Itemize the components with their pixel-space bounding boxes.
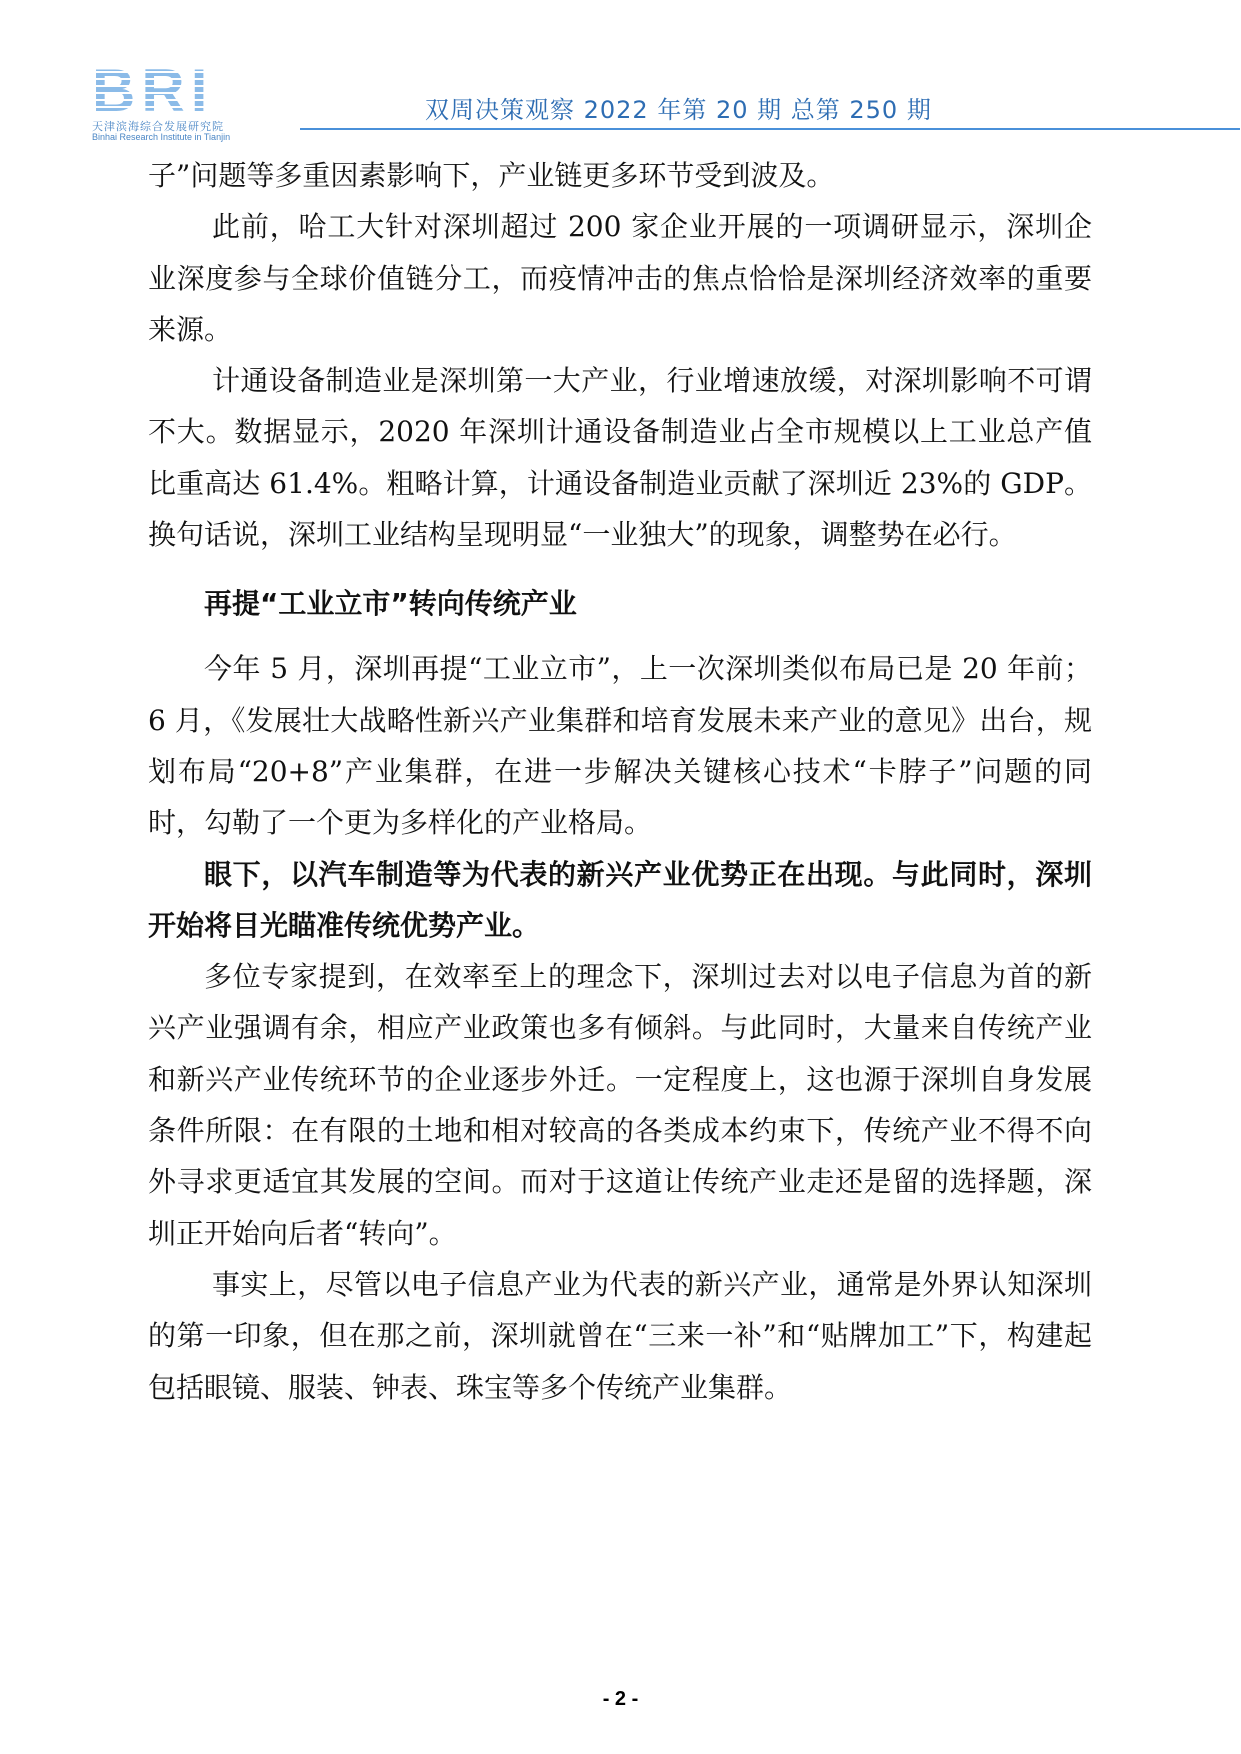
- header-divider: [300, 128, 1240, 130]
- publication-title: 双周决策观察 2022 年第 20 期 总第 250 期: [425, 96, 932, 124]
- bold-paragraph: 眼下，以汽车制造等为代表的新兴产业优势正在出现。与此同时，深圳开始将目光瞄准传统优势产业。: [148, 857, 1092, 942]
- paragraph: 计通设备制造业是深圳第一大产业，行业增速放缓，对深圳影响不可谓不大。数据显示，2020 年深圳计通设备制造业占全市规模以上工业总产值比重高达 61.4%。粗略计算，计通设备制造业贡献了深圳近 23%的 GDP。换句话说，深圳工业结构呈现明显“一业独大”的现象，调整势在必行。: [148, 364, 1092, 552]
- page-header: [0, 0, 1241, 140]
- paragraph: 此前，哈工大针对深圳超过 200 家企业开展的一项调研显示，深圳企业深度参与全球价值链分工，而疫情冲击的焦点恰恰是深圳经济效率的重要来源。: [148, 210, 1092, 346]
- paragraph: 多位专家提到，在效率至上的理念下，深圳过去对以电子信息为首的新兴产业强调有余，相应产业政策也多有倾斜。与此同时，大量来自传统产业和新兴产业传统环节的企业逐步外迁。一定程度上，这也源于深圳自身发展条件所限：在有限的土地和相对较高的各类成本约束下，传统产业不得不向外寻求更适宜其发展的空间。而对于这道让传统产业走还是留的选择题，深圳正开始向后者“转向”。: [148, 960, 1092, 1250]
- page-number: - 2 -: [602, 1688, 639, 1710]
- document-body: [148, 150, 1092, 1413]
- logo-english-name: Binhai Research Institute in Tianjin: [92, 132, 231, 142]
- logo-letters: [92, 57, 208, 124]
- logo-letter: I: [190, 57, 208, 124]
- paragraph: 事实上，尽管以电子信息产业为代表的新兴产业，通常是外界认知深圳的第一印象，但在那之前，深圳就曾在“三来一补”和“贴牌加工”下，构建起包括眼镜、服装、钟表、珠宝等多个传统产业集群。: [148, 1267, 1092, 1404]
- section-heading: 再提“工业立市”转向传统产业: [204, 587, 577, 621]
- paragraph: 今年 5 月，深圳再提“工业立市”，上一次深圳类似布局已是 20 年前；6 月，《发展壮大战略性新兴产业集群和培育发展未来产业的意见》出台，规划布局“20+8”产业集群，在进一步解决关键核心技术“卡脖子”问题的同时，勾勒了一个更为多样化的产业格局。: [148, 652, 1092, 840]
- logo-letter: R: [141, 57, 185, 124]
- logo-chinese-name: 天津滨海综合发展研究院: [92, 120, 224, 133]
- logo-letter: B: [92, 57, 136, 124]
- bri-logo: [92, 57, 292, 144]
- paragraph: 子”问题等多重因素影响下，产业链更多环节受到波及。: [148, 159, 835, 192]
